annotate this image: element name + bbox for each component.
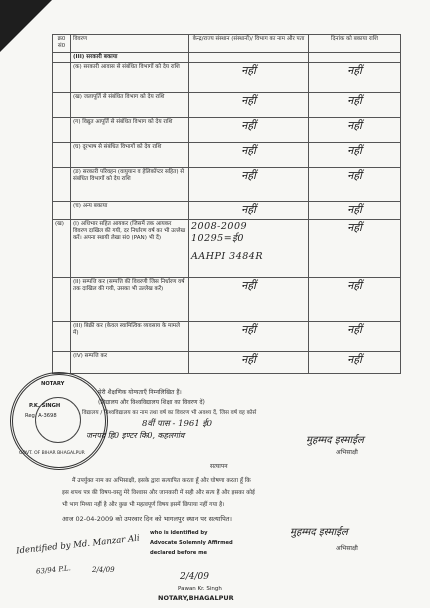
sworn-line-3: declared before me <box>150 550 208 556</box>
table-row <box>53 201 401 219</box>
tax-amount: 10295=ई0 <box>191 233 244 245</box>
table-row <box>53 142 401 167</box>
seal-name-text: P.K. SINGH <box>29 403 61 409</box>
row-dues: नहीं <box>309 277 401 321</box>
seal-reg-text: Reg. A-3698 <box>25 413 57 419</box>
row-authority: नहीं <box>189 92 309 117</box>
row-description: (ङ) सरकारी परिवहन (वायुयान व हेलिकॉप्टर सहित) से संबंधित विभागों को देय राशि <box>71 167 189 201</box>
row-dues: नहीं <box>309 62 401 92</box>
serial-cell <box>53 351 71 373</box>
qualification-handwritten: 8वीं पास - 1961 ई0 <box>142 419 213 429</box>
table-header-row <box>53 35 401 53</box>
verification-para1: मैं उपर्युक्त नाम का अभिसाक्षी, इसके द्वारा सत्यापित करता हूँ और घोषणा करता हूँ कि <box>72 478 251 484</box>
pan-number: AAHPI 3484R <box>191 251 263 263</box>
serial-cell <box>53 52 71 62</box>
serial-cell <box>53 167 71 201</box>
row-authority: नहीं <box>189 142 309 167</box>
seal-top-text: NOTARY <box>41 381 65 387</box>
section-title: (III) सरकारी बकाया <box>71 52 189 62</box>
row-authority: नहीं <box>189 321 309 351</box>
row-description: (IV) सम्पत्ति कर <box>71 351 189 373</box>
verification-title: सत्यापन <box>210 463 228 470</box>
dues-table <box>52 34 401 374</box>
row-authority: नहीं <box>189 351 309 373</box>
verification-para2: इस शपथ पत्र की विषय-वस्तु मेरे विश्वास और जानकारी में सही और सत्य हैं और इसका कोई <box>62 490 255 496</box>
qualifications-note: (विद्यालय और विश्वविद्यालय शिक्षा का विवरण दें) <box>98 399 205 406</box>
row-description: (III) बिक्री कर (केवल स्वामित्विक व्यवसाय के मामले में) <box>71 321 189 351</box>
assessment-year: 2008-2009 <box>191 220 248 232</box>
table-row <box>53 321 401 351</box>
row-description: (I) अधिभार सहित आयकर (जिसमें तक आयकर विवरण दाखिल की गयी, दर निर्धारण वर्ष का भी उल्लेख करें। अपना स्थायी लेखा सं0 (PAN) भी दें) <box>71 219 189 277</box>
empty-cell <box>309 52 401 62</box>
income-tax-details <box>189 219 309 277</box>
advocate-number: 63/94 P.L. <box>35 564 72 576</box>
row-description: (च) अन्य बकाया <box>71 201 189 219</box>
row-description: (घ) दूरभाष से संबंधित विभागों को देय राशि <box>71 142 189 167</box>
header-description: विवरण <box>71 35 189 53</box>
sworn-line-2: Advocate Solemnly Affirmed <box>150 540 233 546</box>
qualifications-line: मेरी शैक्षणिक योग्यताएँ निम्नलिखित हैं। <box>98 389 182 396</box>
row-dues: नहीं <box>309 167 401 201</box>
verification-date-line: आज 02-04-2009 को उपरवार दिन को भागलपुर स्थान पर सत्यापित। <box>62 515 232 523</box>
table-row <box>53 117 401 142</box>
row-description: (ग) विद्युत आपूर्ति से संबंधित विभाग को देय राशि <box>71 117 189 142</box>
row-authority: नहीं <box>189 117 309 142</box>
table-row <box>53 167 401 201</box>
header-serial: क्र0 सं0 <box>53 35 71 53</box>
table-row <box>53 351 401 373</box>
row-description: (ख) जलापूर्ति से संबंधित विभाग को देय राशि <box>71 92 189 117</box>
identified-by-handwritten: Identified by Md. Manzar Ali <box>15 533 141 557</box>
table-row <box>53 52 401 62</box>
serial-cell <box>53 142 71 167</box>
row-dues: नहीं <box>309 117 401 142</box>
row-description: (क) सरकारी आवास से संबंधित विभागों को देय राशि <box>71 62 189 92</box>
scan-corner-fold <box>0 0 52 52</box>
header-authority: केन्द्र/राज्य संस्थान (संस्थानों)/ विभाग का नाम और पता <box>189 35 309 53</box>
notary-name: Pawan Kr. Singh <box>178 586 222 592</box>
table-row <box>53 219 401 277</box>
notary-date-handwritten: 2/4/09 <box>180 572 209 582</box>
header-dues: दिनांक को बकाया राशि <box>309 35 401 53</box>
row-dues: नहीं <box>309 142 401 167</box>
identified-date: 2/4/09 <box>92 566 115 574</box>
row-authority: नहीं <box>189 201 309 219</box>
row-authority: नहीं <box>189 277 309 321</box>
table-row <box>53 277 401 321</box>
empty-cell <box>189 52 309 62</box>
verification-para3: भी भाग मिथ्या नहीं है और कुछ भी महत्वपूर्ण विषय इसमें छिपाया नहीं गया है। <box>62 502 225 508</box>
school-handwritten: जनपद हि0 इण्टर कि0, कहलगांव <box>86 431 185 440</box>
serial-cell <box>53 117 71 142</box>
row-dues: नहीं <box>309 321 401 351</box>
notary-place: NOTARY,BHAGALPUR <box>158 594 234 602</box>
deponent-label: अभिसाक्षी <box>336 449 358 456</box>
serial-cell <box>53 62 71 92</box>
serial-cell <box>53 321 71 351</box>
row-dues: नहीं <box>309 201 401 219</box>
row-dues: नहीं <box>309 351 401 373</box>
serial-cell <box>53 277 71 321</box>
deponent-signature-2: मुहम्मद इस्माईल <box>290 527 348 538</box>
table-row <box>53 62 401 92</box>
row-dues: नहीं <box>309 219 401 277</box>
deponent-label-2: अभिसाक्षी <box>336 545 358 552</box>
row-dues: नहीं <box>309 92 401 117</box>
seal-bottom-text: GOVT. OF BIHAR BHAGALPUR <box>19 451 85 456</box>
serial-cell <box>53 201 71 219</box>
row-serial: (ख) <box>53 219 71 277</box>
deponent-signature: मुहम्मद इस्माईल <box>306 435 364 446</box>
row-authority: नहीं <box>189 167 309 201</box>
row-authority: नहीं <box>189 62 309 92</box>
sworn-line-1: who is identified by <box>150 530 208 536</box>
row-description: (II) सम्पत्ति कर (सम्पत्ति की विवरणी जिस निर्धारण वर्ष तक दाखिल की गयी, उसका भी उल्लेख करें) <box>71 277 189 321</box>
serial-cell <box>53 92 71 117</box>
qualifications-instruction: विद्यालय / विश्वविद्यालय का नाम तथा वर्ष का विवरण भी अवश्य दें, जिस वर्ष वह कोर्स <box>82 410 257 416</box>
table-row <box>53 92 401 117</box>
notary-seal <box>10 372 108 470</box>
